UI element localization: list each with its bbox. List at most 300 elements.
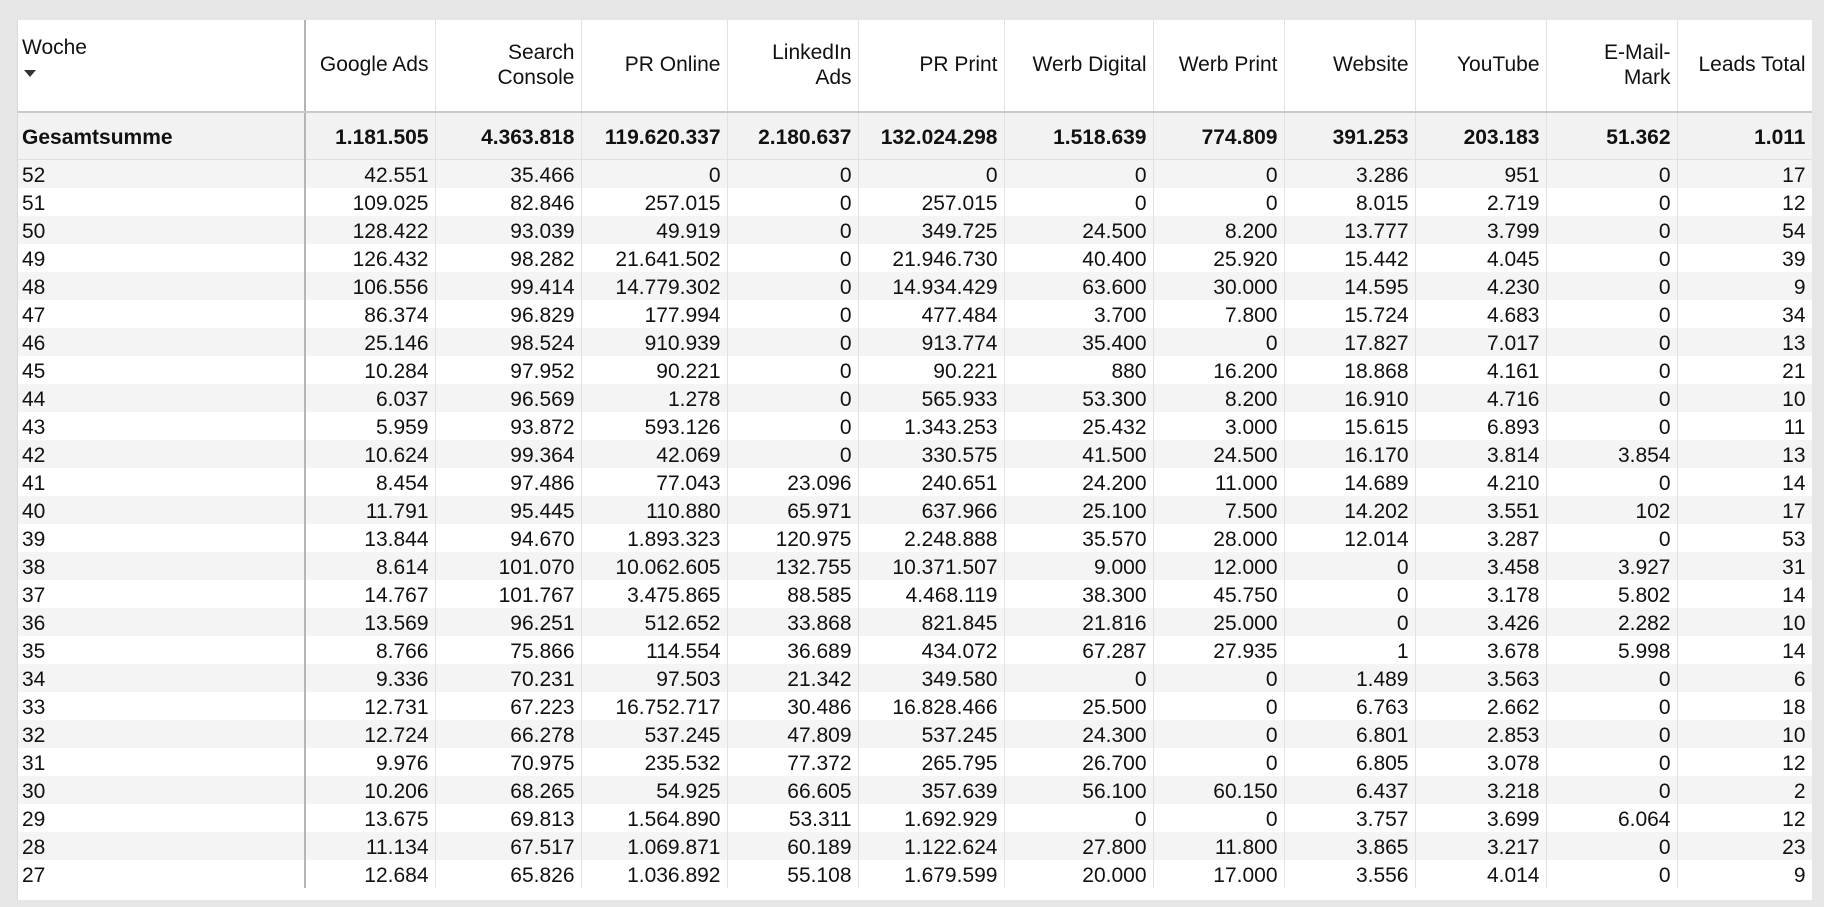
cell-leads-total: 13 — [1677, 440, 1812, 468]
cell-werb-print: 17.000 — [1153, 860, 1284, 888]
cell-website: 15.724 — [1284, 300, 1415, 328]
cell-leads-total: 14 — [1677, 636, 1812, 664]
column-header-label: PR Print — [919, 53, 998, 76]
cell-linkedin-ads: 132.755 — [727, 552, 858, 580]
cell-pr-print: 349.725 — [858, 216, 1004, 244]
cell-werb-print: 60.150 — [1153, 776, 1284, 804]
table-body — [18, 112, 1812, 888]
cell-email-mark: 0 — [1546, 356, 1677, 384]
week-cell: 42 — [18, 440, 305, 468]
cell-pr-print: 0 — [858, 160, 1004, 189]
week-cell: 36 — [18, 608, 305, 636]
cell-google-ads: 86.374 — [305, 300, 435, 328]
cell-email-mark: 0 — [1546, 244, 1677, 272]
week-cell: 48 — [18, 272, 305, 300]
cell-leads-total: 9 — [1677, 860, 1812, 888]
cell-werb-digital: 40.400 — [1004, 244, 1153, 272]
cell-pr-online: 1.036.892 — [581, 860, 727, 888]
column-header-pr-online[interactable] — [581, 20, 727, 112]
cell-website: 14.595 — [1284, 272, 1415, 300]
cell-leads-total: 21 — [1677, 356, 1812, 384]
table-row[interactable] — [18, 440, 1812, 468]
cell-linkedin-ads: 55.108 — [727, 860, 858, 888]
cell-werb-print: 28.000 — [1153, 524, 1284, 552]
cell-email-mark: 0 — [1546, 664, 1677, 692]
cell-leads-total: 2 — [1677, 776, 1812, 804]
week-cell: 38 — [18, 552, 305, 580]
column-header-youtube[interactable] — [1415, 20, 1546, 112]
total-cell-email-mark: 51.362 — [1546, 112, 1677, 160]
cell-werb-print: 0 — [1153, 664, 1284, 692]
cell-werb-digital: 0 — [1004, 664, 1153, 692]
cell-werb-print: 12.000 — [1153, 552, 1284, 580]
cell-email-mark: 0 — [1546, 860, 1677, 888]
cell-werb-digital: 25.500 — [1004, 692, 1153, 720]
week-cell: 41 — [18, 468, 305, 496]
cell-website: 8.015 — [1284, 188, 1415, 216]
cell-youtube: 7.017 — [1415, 328, 1546, 356]
cell-pr-print: 637.966 — [858, 496, 1004, 524]
table-row[interactable] — [18, 496, 1812, 524]
week-cell: 50 — [18, 216, 305, 244]
cell-email-mark: 2.282 — [1546, 608, 1677, 636]
cell-werb-print: 24.500 — [1153, 440, 1284, 468]
cell-search-console: 97.486 — [435, 468, 581, 496]
cell-werb-print: 3.000 — [1153, 412, 1284, 440]
cell-werb-digital: 53.300 — [1004, 384, 1153, 412]
cell-leads-total: 23 — [1677, 832, 1812, 860]
cell-google-ads: 10.206 — [305, 776, 435, 804]
cell-youtube: 3.551 — [1415, 496, 1546, 524]
column-header-werb-digital[interactable] — [1004, 20, 1153, 112]
header-row — [18, 20, 1812, 112]
cell-linkedin-ads: 0 — [727, 244, 858, 272]
cell-pr-print: 913.774 — [858, 328, 1004, 356]
column-header-search-console[interactable] — [435, 20, 581, 112]
cell-linkedin-ads: 88.585 — [727, 580, 858, 608]
cell-pr-online: 54.925 — [581, 776, 727, 804]
column-header-label: Werb Print — [1178, 53, 1278, 76]
week-cell: 46 — [18, 328, 305, 356]
cell-search-console: 96.569 — [435, 384, 581, 412]
sort-descending-icon[interactable] — [24, 70, 36, 77]
table-row[interactable] — [18, 244, 1812, 272]
cell-website: 17.827 — [1284, 328, 1415, 356]
cell-youtube: 3.218 — [1415, 776, 1546, 804]
cell-pr-online: 235.532 — [581, 748, 727, 776]
cell-werb-print: 0 — [1153, 804, 1284, 832]
table-row[interactable] — [18, 608, 1812, 636]
weekly-channel-table — [18, 20, 1812, 888]
cell-youtube: 3.217 — [1415, 832, 1546, 860]
cell-youtube: 3.678 — [1415, 636, 1546, 664]
table-row[interactable] — [18, 748, 1812, 776]
cell-youtube: 4.161 — [1415, 356, 1546, 384]
total-cell-werb-digital: 1.518.639 — [1004, 112, 1153, 160]
week-cell: 52 — [18, 160, 305, 189]
cell-search-console: 68.265 — [435, 776, 581, 804]
cell-google-ads: 6.037 — [305, 384, 435, 412]
cell-pr-print: 1.122.624 — [858, 832, 1004, 860]
table-row[interactable] — [18, 384, 1812, 412]
cell-pr-online: 537.245 — [581, 720, 727, 748]
total-cell-search-console: 4.363.818 — [435, 112, 581, 160]
week-cell: 43 — [18, 412, 305, 440]
column-header-werb-print[interactable] — [1153, 20, 1284, 112]
cell-linkedin-ads: 36.689 — [727, 636, 858, 664]
cell-pr-online: 110.880 — [581, 496, 727, 524]
cell-google-ads: 12.684 — [305, 860, 435, 888]
week-cell: 30 — [18, 776, 305, 804]
cell-pr-online: 16.752.717 — [581, 692, 727, 720]
total-cell-werb-print: 774.809 — [1153, 112, 1284, 160]
cell-google-ads: 128.422 — [305, 216, 435, 244]
cell-google-ads: 8.614 — [305, 552, 435, 580]
cell-website: 0 — [1284, 580, 1415, 608]
cell-linkedin-ads: 60.189 — [727, 832, 858, 860]
cell-pr-print: 240.651 — [858, 468, 1004, 496]
column-header-website[interactable] — [1284, 20, 1415, 112]
cell-werb-print: 30.000 — [1153, 272, 1284, 300]
cell-pr-online: 1.278 — [581, 384, 727, 412]
cell-werb-print: 27.935 — [1153, 636, 1284, 664]
table-row[interactable] — [18, 300, 1812, 328]
column-header-email-mark[interactable] — [1546, 20, 1677, 112]
cell-youtube: 2.719 — [1415, 188, 1546, 216]
cell-email-mark: 0 — [1546, 300, 1677, 328]
cell-pr-print: 330.575 — [858, 440, 1004, 468]
cell-linkedin-ads: 33.868 — [727, 608, 858, 636]
cell-werb-digital: 41.500 — [1004, 440, 1153, 468]
cell-email-mark: 0 — [1546, 216, 1677, 244]
cell-werb-print: 25.000 — [1153, 608, 1284, 636]
cell-leads-total: 17 — [1677, 160, 1812, 189]
cell-google-ads: 126.432 — [305, 244, 435, 272]
cell-youtube: 2.853 — [1415, 720, 1546, 748]
cell-search-console: 75.866 — [435, 636, 581, 664]
cell-pr-online: 97.503 — [581, 664, 727, 692]
table-row[interactable] — [18, 468, 1812, 496]
table-row[interactable] — [18, 524, 1812, 552]
cell-linkedin-ads: 0 — [727, 440, 858, 468]
cell-search-console: 99.414 — [435, 272, 581, 300]
total-cell-linkedin-ads: 2.180.637 — [727, 112, 858, 160]
cell-website: 16.910 — [1284, 384, 1415, 412]
cell-search-console: 101.767 — [435, 580, 581, 608]
cell-werb-digital: 21.816 — [1004, 608, 1153, 636]
cell-website: 6.801 — [1284, 720, 1415, 748]
cell-linkedin-ads: 0 — [727, 272, 858, 300]
cell-search-console: 99.364 — [435, 440, 581, 468]
cell-google-ads: 106.556 — [305, 272, 435, 300]
column-header-leads-total[interactable] — [1677, 20, 1812, 112]
cell-linkedin-ads: 120.975 — [727, 524, 858, 552]
cell-pr-print: 1.692.929 — [858, 804, 1004, 832]
cell-website: 3.286 — [1284, 160, 1415, 189]
column-header-woche[interactable] — [18, 20, 305, 112]
table-row[interactable] — [18, 272, 1812, 300]
cell-website: 12.014 — [1284, 524, 1415, 552]
cell-search-console: 66.278 — [435, 720, 581, 748]
table-row[interactable] — [18, 692, 1812, 720]
cell-pr-online: 593.126 — [581, 412, 727, 440]
cell-google-ads: 9.976 — [305, 748, 435, 776]
cell-linkedin-ads: 30.486 — [727, 692, 858, 720]
cell-pr-print: 1.343.253 — [858, 412, 1004, 440]
column-header-linkedin-ads[interactable] — [727, 20, 858, 112]
cell-search-console: 67.517 — [435, 832, 581, 860]
cell-linkedin-ads: 47.809 — [727, 720, 858, 748]
cell-pr-print: 821.845 — [858, 608, 1004, 636]
cell-linkedin-ads: 77.372 — [727, 748, 858, 776]
cell-email-mark: 0 — [1546, 776, 1677, 804]
cell-search-console: 98.524 — [435, 328, 581, 356]
column-header-label: Console — [497, 65, 575, 89]
cell-linkedin-ads: 0 — [727, 300, 858, 328]
cell-leads-total: 53 — [1677, 524, 1812, 552]
cell-werb-print: 0 — [1153, 188, 1284, 216]
cell-pr-print: 4.468.119 — [858, 580, 1004, 608]
cell-linkedin-ads: 23.096 — [727, 468, 858, 496]
cell-pr-print: 14.934.429 — [858, 272, 1004, 300]
cell-website: 3.556 — [1284, 860, 1415, 888]
cell-werb-digital: 67.287 — [1004, 636, 1153, 664]
cell-website: 3.757 — [1284, 804, 1415, 832]
cell-google-ads: 12.731 — [305, 692, 435, 720]
table-row[interactable] — [18, 804, 1812, 832]
week-cell: 28 — [18, 832, 305, 860]
cell-youtube: 4.045 — [1415, 244, 1546, 272]
column-header-label: PR Online — [624, 53, 721, 76]
cell-email-mark: 0 — [1546, 524, 1677, 552]
cell-email-mark: 0 — [1546, 384, 1677, 412]
cell-pr-online: 0 — [581, 160, 727, 189]
cell-leads-total: 39 — [1677, 244, 1812, 272]
grand-total-label: Gesamtsumme — [18, 112, 305, 160]
table-row[interactable] — [18, 160, 1812, 189]
table-row[interactable] — [18, 328, 1812, 356]
cell-email-mark: 0 — [1546, 160, 1677, 189]
cell-werb-digital: 0 — [1004, 160, 1153, 189]
cell-leads-total: 17 — [1677, 496, 1812, 524]
cell-linkedin-ads: 65.971 — [727, 496, 858, 524]
cell-youtube: 3.814 — [1415, 440, 1546, 468]
cell-search-console: 93.039 — [435, 216, 581, 244]
cell-email-mark: 0 — [1546, 412, 1677, 440]
cell-google-ads: 12.724 — [305, 720, 435, 748]
cell-linkedin-ads: 0 — [727, 412, 858, 440]
cell-youtube: 3.563 — [1415, 664, 1546, 692]
table-row[interactable] — [18, 216, 1812, 244]
cell-werb-digital: 0 — [1004, 804, 1153, 832]
cell-website: 0 — [1284, 552, 1415, 580]
cell-leads-total: 12 — [1677, 748, 1812, 776]
cell-linkedin-ads: 0 — [727, 356, 858, 384]
cell-werb-digital: 25.100 — [1004, 496, 1153, 524]
cell-leads-total: 54 — [1677, 216, 1812, 244]
cell-email-mark: 0 — [1546, 748, 1677, 776]
cell-google-ads: 14.767 — [305, 580, 435, 608]
week-cell: 35 — [18, 636, 305, 664]
table-row[interactable] — [18, 720, 1812, 748]
week-cell: 34 — [18, 664, 305, 692]
cell-werb-digital: 27.800 — [1004, 832, 1153, 860]
cell-werb-digital: 56.100 — [1004, 776, 1153, 804]
cell-youtube: 3.458 — [1415, 552, 1546, 580]
total-cell-google-ads: 1.181.505 — [305, 112, 435, 160]
cell-youtube: 3.799 — [1415, 216, 1546, 244]
table-row[interactable] — [18, 860, 1812, 888]
cell-youtube: 3.426 — [1415, 608, 1546, 636]
cell-website: 1.489 — [1284, 664, 1415, 692]
cell-werb-print: 0 — [1153, 748, 1284, 776]
cell-pr-print: 2.248.888 — [858, 524, 1004, 552]
cell-google-ads: 10.284 — [305, 356, 435, 384]
cell-search-console: 82.846 — [435, 188, 581, 216]
week-cell: 29 — [18, 804, 305, 832]
cell-search-console: 35.466 — [435, 160, 581, 189]
cell-search-console: 96.829 — [435, 300, 581, 328]
cell-werb-digital: 9.000 — [1004, 552, 1153, 580]
cell-leads-total: 18 — [1677, 692, 1812, 720]
column-header-label: LinkedIn — [772, 40, 852, 64]
cell-youtube: 2.662 — [1415, 692, 1546, 720]
cell-leads-total: 10 — [1677, 384, 1812, 412]
cell-pr-online: 512.652 — [581, 608, 727, 636]
cell-werb-print: 8.200 — [1153, 216, 1284, 244]
cell-pr-print: 10.371.507 — [858, 552, 1004, 580]
cell-youtube: 4.210 — [1415, 468, 1546, 496]
column-header-label: Google Ads — [319, 53, 429, 76]
cell-pr-online: 1.069.871 — [581, 832, 727, 860]
cell-email-mark: 5.998 — [1546, 636, 1677, 664]
cell-website: 6.437 — [1284, 776, 1415, 804]
cell-pr-print: 257.015 — [858, 188, 1004, 216]
cell-werb-digital: 3.700 — [1004, 300, 1153, 328]
total-cell-leads-total: 1.011 — [1677, 112, 1812, 160]
week-cell: 45 — [18, 356, 305, 384]
table-row[interactable] — [18, 580, 1812, 608]
cell-werb-digital: 0 — [1004, 188, 1153, 216]
week-cell: 49 — [18, 244, 305, 272]
cell-search-console: 101.070 — [435, 552, 581, 580]
cell-pr-print: 477.484 — [858, 300, 1004, 328]
cell-pr-online: 90.221 — [581, 356, 727, 384]
cell-google-ads: 9.336 — [305, 664, 435, 692]
cell-leads-total: 12 — [1677, 188, 1812, 216]
cell-pr-print: 349.580 — [858, 664, 1004, 692]
cell-pr-online: 10.062.605 — [581, 552, 727, 580]
cell-leads-total: 13 — [1677, 328, 1812, 356]
cell-search-console: 97.952 — [435, 356, 581, 384]
cell-google-ads: 25.146 — [305, 328, 435, 356]
cell-leads-total: 12 — [1677, 804, 1812, 832]
cell-google-ads: 13.675 — [305, 804, 435, 832]
cell-pr-online: 910.939 — [581, 328, 727, 356]
cell-pr-print: 90.221 — [858, 356, 1004, 384]
cell-pr-online: 1.893.323 — [581, 524, 727, 552]
pivot-table-panel — [17, 20, 1812, 900]
cell-website: 18.868 — [1284, 356, 1415, 384]
cell-linkedin-ads: 0 — [727, 384, 858, 412]
cell-pr-online: 3.475.865 — [581, 580, 727, 608]
cell-website: 1 — [1284, 636, 1415, 664]
cell-leads-total: 31 — [1677, 552, 1812, 580]
table-row[interactable] — [18, 188, 1812, 216]
column-header-label: Search — [507, 40, 575, 64]
cell-pr-online: 177.994 — [581, 300, 727, 328]
cell-website: 15.442 — [1284, 244, 1415, 272]
cell-leads-total: 10 — [1677, 720, 1812, 748]
cell-email-mark: 0 — [1546, 720, 1677, 748]
table-row[interactable] — [18, 636, 1812, 664]
cell-linkedin-ads: 0 — [727, 328, 858, 356]
table-row[interactable] — [18, 776, 1812, 804]
table-row[interactable] — [18, 832, 1812, 860]
column-header-label: YouTube — [1456, 53, 1540, 76]
cell-google-ads: 11.134 — [305, 832, 435, 860]
cell-youtube: 3.287 — [1415, 524, 1546, 552]
column-header-label: Ads — [815, 65, 852, 89]
cell-leads-total: 14 — [1677, 580, 1812, 608]
cell-search-console: 69.813 — [435, 804, 581, 832]
table-row[interactable] — [18, 552, 1812, 580]
cell-website: 6.805 — [1284, 748, 1415, 776]
cell-linkedin-ads: 21.342 — [727, 664, 858, 692]
cell-werb-print: 7.500 — [1153, 496, 1284, 524]
cell-leads-total: 14 — [1677, 468, 1812, 496]
table-row[interactable] — [18, 356, 1812, 384]
total-cell-pr-online: 119.620.337 — [581, 112, 727, 160]
cell-google-ads: 13.844 — [305, 524, 435, 552]
cell-search-console: 70.975 — [435, 748, 581, 776]
cell-pr-online: 114.554 — [581, 636, 727, 664]
cell-werb-print: 25.920 — [1153, 244, 1284, 272]
cell-website: 16.170 — [1284, 440, 1415, 468]
cell-werb-digital: 35.570 — [1004, 524, 1153, 552]
cell-search-console: 96.251 — [435, 608, 581, 636]
cell-google-ads: 109.025 — [305, 188, 435, 216]
cell-leads-total: 6 — [1677, 664, 1812, 692]
table-row[interactable] — [18, 664, 1812, 692]
column-header-label: Woche — [22, 36, 87, 59]
cell-werb-digital: 24.200 — [1004, 468, 1153, 496]
cell-pr-print: 434.072 — [858, 636, 1004, 664]
cell-search-console: 70.231 — [435, 664, 581, 692]
column-header-google-ads[interactable] — [305, 20, 435, 112]
cell-werb-print: 11.000 — [1153, 468, 1284, 496]
cell-search-console: 67.223 — [435, 692, 581, 720]
cell-werb-print: 0 — [1153, 692, 1284, 720]
cell-youtube: 3.699 — [1415, 804, 1546, 832]
table-row[interactable] — [18, 412, 1812, 440]
cell-youtube: 951 — [1415, 160, 1546, 189]
week-cell: 27 — [18, 860, 305, 888]
cell-website: 3.865 — [1284, 832, 1415, 860]
cell-email-mark: 102 — [1546, 496, 1677, 524]
column-header-label: Website — [1333, 53, 1409, 76]
cell-linkedin-ads: 0 — [727, 216, 858, 244]
cell-pr-print: 357.639 — [858, 776, 1004, 804]
cell-leads-total: 9 — [1677, 272, 1812, 300]
cell-google-ads: 42.551 — [305, 160, 435, 189]
cell-pr-print: 565.933 — [858, 384, 1004, 412]
cell-linkedin-ads: 66.605 — [727, 776, 858, 804]
column-header-pr-print[interactable] — [858, 20, 1004, 112]
cell-search-console: 98.282 — [435, 244, 581, 272]
grand-total-row — [18, 112, 1812, 160]
cell-website: 0 — [1284, 608, 1415, 636]
